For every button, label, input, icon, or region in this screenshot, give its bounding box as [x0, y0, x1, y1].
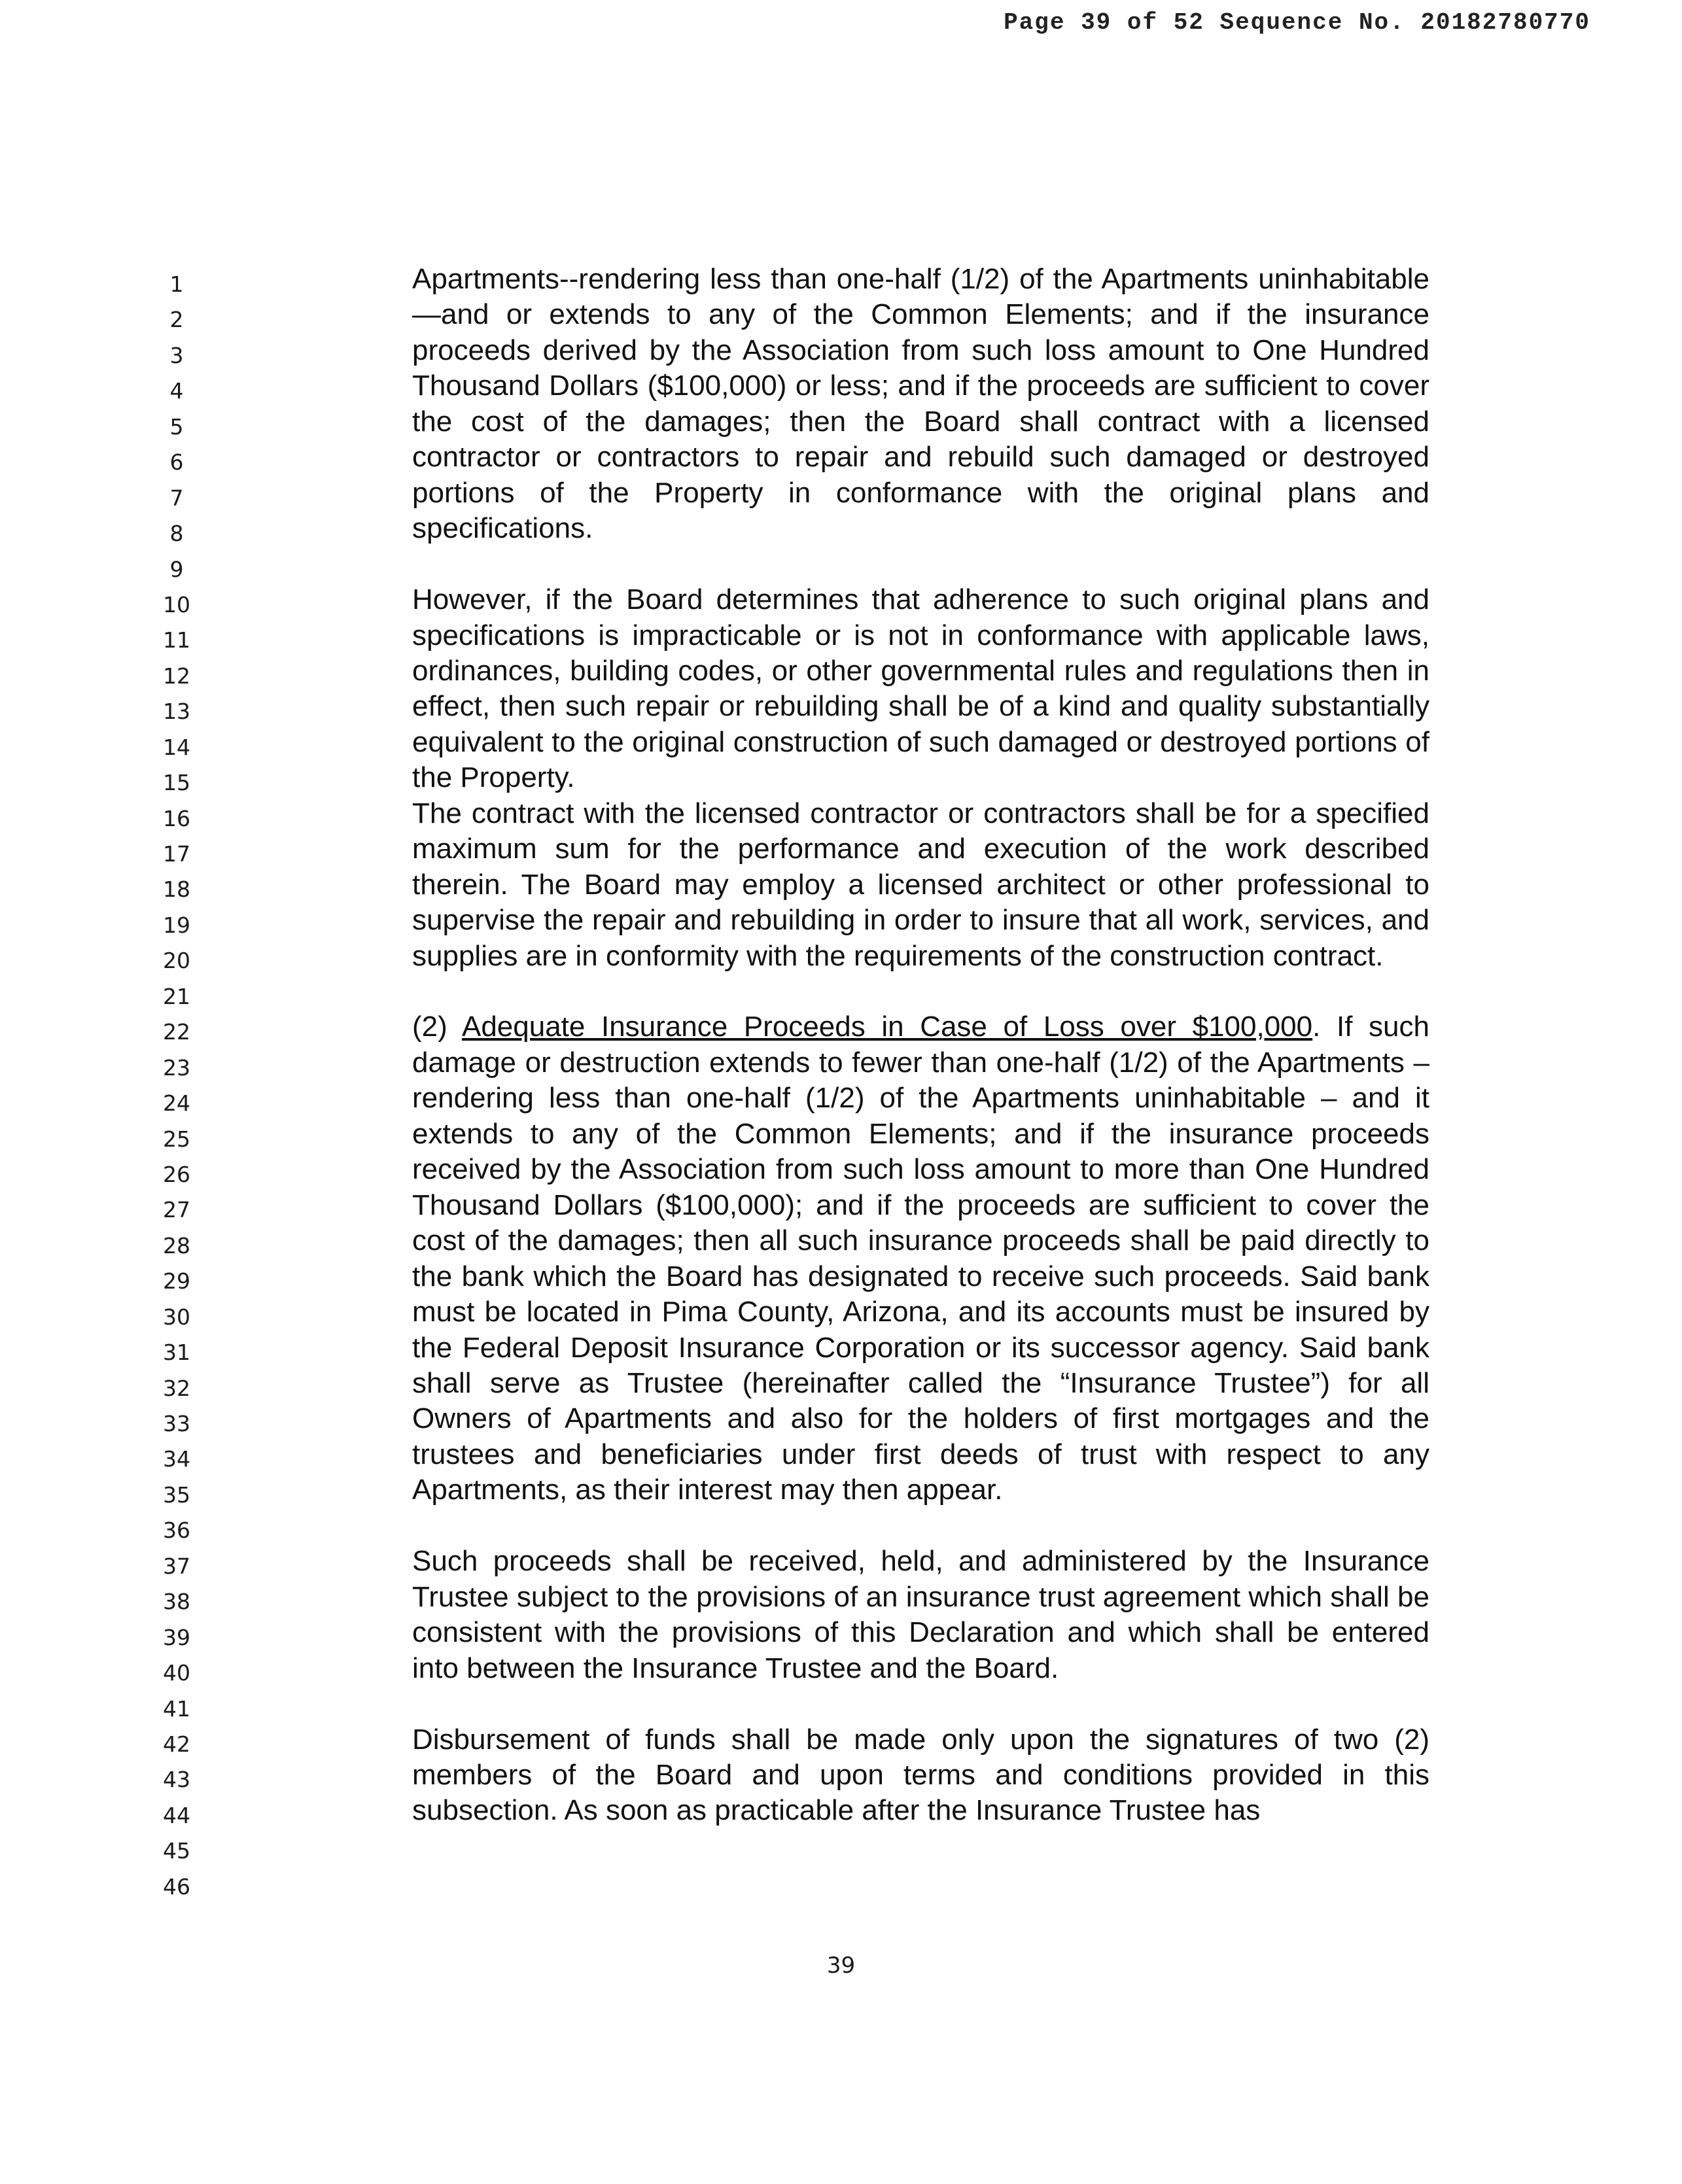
line-number: 41	[163, 1695, 190, 1722]
line-number: 7	[169, 485, 184, 511]
subsection-number: (2)	[412, 1011, 462, 1043]
line-number: 1	[169, 271, 184, 297]
paragraph-3: The contract with the licensed contractor or contractors shall be for a specified maximum sum for the performance and execution of the work described therein. The Board may employ a licensed architect or other professional to supervise the repair and rebuilding in order to insure that all work, services, and supplies are in conformity with the requirements of the construction contract.	[412, 797, 1429, 972]
line-number: 21	[163, 983, 190, 1009]
line-number: 12	[163, 663, 190, 689]
line-number: 35	[163, 1482, 190, 1508]
paragraph-2: However, if the Board determines that adherence to such original plans and specifications is impracticable or is not in conformance with applicable laws, ordinances, building codes, or other governmental rules and regulations then in effect, then such repair or rebuilding shall be of a kind and quality substantially equivalent to the original construction of such damaged or destroyed portions of the Property.	[412, 583, 1429, 794]
line-number: 17	[163, 841, 190, 867]
line-number: 43	[163, 1767, 190, 1793]
page-number-footer: 39	[826, 1952, 856, 1979]
line-number: 5	[169, 413, 184, 440]
line-number: 4	[169, 378, 184, 404]
paragraph-6: Disbursement of funds shall be made only upon the signatures of two (2) members of the Board and upon terms and conditions provided in this subsection. As soon as practicable after the Insurance Trustee has	[412, 1723, 1429, 1827]
line-number: 23	[163, 1054, 190, 1081]
paragraph-5: Such proceeds shall be received, held, and administered by the Insurance Trustee subject to the provisions of an insurance trust agreement which shall be consistent with the provisions of this Declaration and which shall be entered into between the Insurance Trustee and the Board.	[412, 1545, 1429, 1684]
line-number: 19	[163, 912, 190, 938]
document-body	[412, 262, 1429, 1829]
line-number: 14	[163, 734, 190, 760]
line-number: 31	[163, 1340, 190, 1366]
line-number: 26	[163, 1161, 190, 1187]
paragraph-1: Apartments--rendering less than one-half (1/2) of the Apartments uninhabitable—and or extends to any of the Common Elements; and if the insurance proceeds derived by the Association from such loss amount to One Hundred Thousand Dollars ($100,000) or less; and if the proceeds are sufficient to cover the cost of the damages; then the Board shall contract with a licensed contractor or contractors to repair and rebuild such damaged or destroyed portions of the Property in conformance with the original plans and specifications.	[412, 263, 1429, 545]
line-number: 44	[163, 1802, 190, 1828]
paragraph-4	[412, 1009, 1429, 1508]
line-number: 36	[163, 1517, 190, 1544]
line-number: 3	[169, 342, 184, 368]
line-number: 10	[163, 591, 190, 617]
line-number: 27	[163, 1197, 190, 1223]
line-number: 20	[163, 948, 190, 974]
line-number-gutter	[131, 267, 222, 1905]
line-number: 46	[163, 1873, 190, 1899]
line-number: 33	[163, 1411, 190, 1436]
line-number: 42	[163, 1731, 190, 1757]
subsection-heading: Adequate Insurance Proceeds in Case of Loss over $100,000	[461, 1011, 1313, 1043]
line-number: 22	[163, 1019, 190, 1045]
line-number: 8	[169, 521, 184, 547]
line-number: 2	[169, 307, 184, 333]
line-number: 25	[163, 1126, 190, 1152]
line-number: 45	[163, 1838, 190, 1864]
line-number: 16	[163, 805, 190, 831]
line-number: 9	[169, 556, 184, 582]
line-number: 32	[163, 1375, 190, 1401]
line-number: 38	[163, 1589, 190, 1615]
line-number: 29	[163, 1268, 190, 1294]
paragraph-gap	[412, 1686, 1429, 1722]
line-number: 39	[163, 1624, 190, 1650]
line-number: 37	[163, 1553, 190, 1579]
page-sequence-header: Page 39 of 52 Sequence No. 20182780770	[1004, 9, 1590, 36]
line-number: 34	[163, 1446, 190, 1472]
line-number: 6	[169, 449, 184, 476]
paragraph-gap	[412, 1508, 1429, 1544]
line-number: 11	[163, 627, 190, 653]
paragraph-gap	[412, 974, 1429, 1009]
line-number: 15	[163, 770, 190, 796]
line-number: 40	[163, 1660, 190, 1686]
line-number: 28	[163, 1232, 190, 1258]
paragraph-gap	[412, 547, 1429, 582]
line-number: 18	[163, 876, 190, 903]
line-number: 30	[163, 1304, 190, 1330]
line-number: 13	[163, 699, 190, 725]
line-number: 24	[163, 1090, 190, 1117]
subsection-text: . If such damage or destruction extends to fewer than one-half (1/2) of the Apartments – rendering less than one-half (1/2) of the Apartments uninhabitable – and it extends to any of the Common Elements; and if the insurance proceeds received by the Association from such loss amount to more than One Hundred Thousand Dollars ($100,000); and if the proceeds are sufficient to cover the cost of the damages; then all such insurance proceeds shall be paid directly to the bank which the Board has designated to receive such proceeds. Said bank must be located in Pima County, Arizona, and its accounts must be insured by the Federal Deposit Insurance Corporation or its successor agency. Said bank shall serve as Trustee (hereinafter called the “Insurance Trustee”) for all Owners of Apartments and also for the holders of first mortgages and the trustees and beneficiaries under first deeds of trust with respect to any Apartments, as their interest may then appear.	[412, 1011, 1429, 1506]
